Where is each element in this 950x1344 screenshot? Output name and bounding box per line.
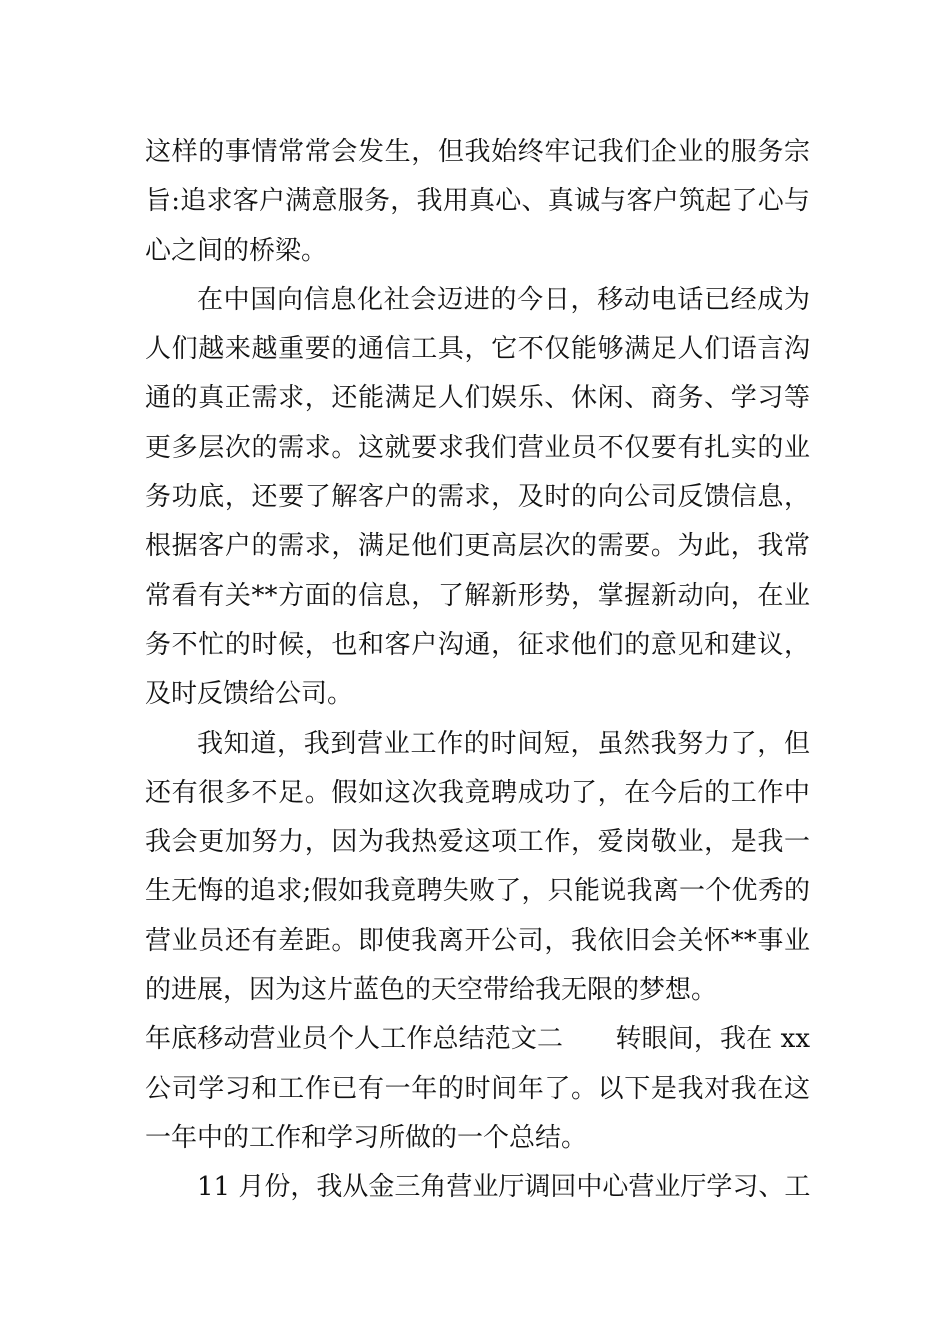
text-line: 我会更加努力，因为我热爱这项工作，爱岗敬业，是我一 [145,827,810,858]
text-line: 我知道，我到营业工作的时间短，虽然我努力了，但 [197,728,810,759]
text-line: 这样的事情常常会发生，但我始终牢记我们企业的服务宗 [145,137,810,167]
text-line: 营业员还有差距。即使我离开公司，我依旧会关怀**事业 [145,925,810,956]
text-line: 还有很多不足。假如这次我竟聘成功了，在今后的工作中 [145,777,810,808]
text-line: 公司学习和工作已有一年的时间年了。以下是我对我在这 [145,1073,810,1104]
text-line: 11 月份，我从金三角营业厅调回中心营业厅学习、工 [197,1172,810,1203]
text-line: 的进展，因为这片蓝色的天空带给我无限的梦想。 [145,975,718,1006]
text-line: 务不忙的时候，也和客户沟通，征求他们的意见和建议， [145,629,810,660]
text-line: 根据客户的需求，满足他们更高层次的需要。为此，我常 [145,531,810,562]
text-line: 年底移动营业员个人工作总结范文二 转眼间，我在 xx [145,1024,810,1055]
text-line: 及时反馈给公司。 [145,679,354,710]
text-line: 心之间的桥梁。 [145,235,328,266]
text-line: 一年中的工作和学习所做的一个总结。 [145,1122,588,1153]
text-line: 务功底，还要了解客户的需求，及时的向公司反馈信息， [145,482,810,513]
text-line: 常看有关**方面的信息，了解新形势，掌握新动向，在业 [145,580,810,611]
text-line: 更多层次的需求。这就要求我们营业员不仅要有扎实的业 [145,432,810,463]
text-line: 在中国向信息化社会迈进的今日，移动电话已经成为 [197,284,810,315]
text-line: 生无悔的追求;假如我竟聘失败了，只能说我离一个优秀的 [145,876,810,907]
text-line: 人们越来越重要的通信工具，它不仅能够满足人们语言沟 [145,334,810,365]
text-line: 通的真正需求，还能满足人们娱乐、休闲、商务、学习等 [145,383,810,414]
text-line: 旨:追求客户满意服务，我用真心、真诚与客户筑起了心与 [145,186,810,217]
body-text [145,128,810,1213]
